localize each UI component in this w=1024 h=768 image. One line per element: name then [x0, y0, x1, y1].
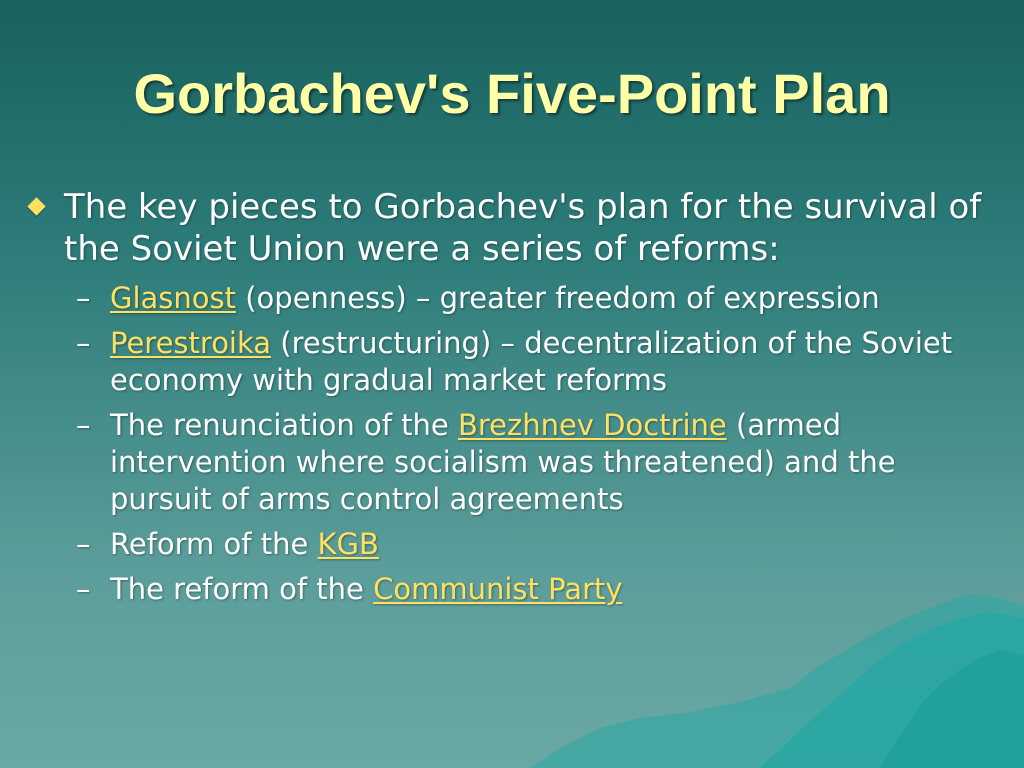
dash-bullet: – [76, 408, 91, 442]
link-kgb[interactable]: KGB [317, 527, 379, 561]
item-text: Reform of the [110, 527, 318, 561]
list-item [76, 526, 988, 563]
dash-bullet: – [76, 572, 91, 606]
link-glasnost[interactable]: Glasnost [110, 281, 237, 315]
slide-content [28, 186, 988, 616]
list-item [76, 280, 988, 317]
list-item [76, 571, 988, 608]
list-item [76, 407, 988, 518]
main-bullet [28, 186, 988, 270]
item-text: (armed intervention where socialism was threatened) and the pursuit of arms control agreements [110, 408, 896, 516]
slide-title: Gorbachev's Five-Point Plan [133, 62, 891, 125]
dash-bullet: – [76, 281, 91, 315]
diamond-bullet-icon [27, 197, 45, 215]
item-text: (openness) – greater freedom of expression [236, 281, 880, 315]
item-text: The renunciation of the [110, 408, 458, 442]
link-perestroika[interactable]: Perestroika [110, 326, 272, 360]
item-text: (restructuring) – decentralization of the Soviet economy with gradual market reforms [110, 326, 953, 397]
dash-bullet: – [76, 527, 91, 561]
list-item [76, 325, 988, 399]
reform-list [28, 280, 988, 608]
intro-text: The key pieces to Gorbachev's plan for the survival of the Soviet Union were a series of reforms: [64, 187, 982, 269]
link-brezhnev-doctrine[interactable]: Brezhnev Doctrine [457, 408, 727, 442]
item-text: The reform of the [110, 572, 374, 606]
link-communist-party[interactable]: Communist Party [373, 572, 623, 606]
dash-bullet: – [76, 326, 91, 360]
